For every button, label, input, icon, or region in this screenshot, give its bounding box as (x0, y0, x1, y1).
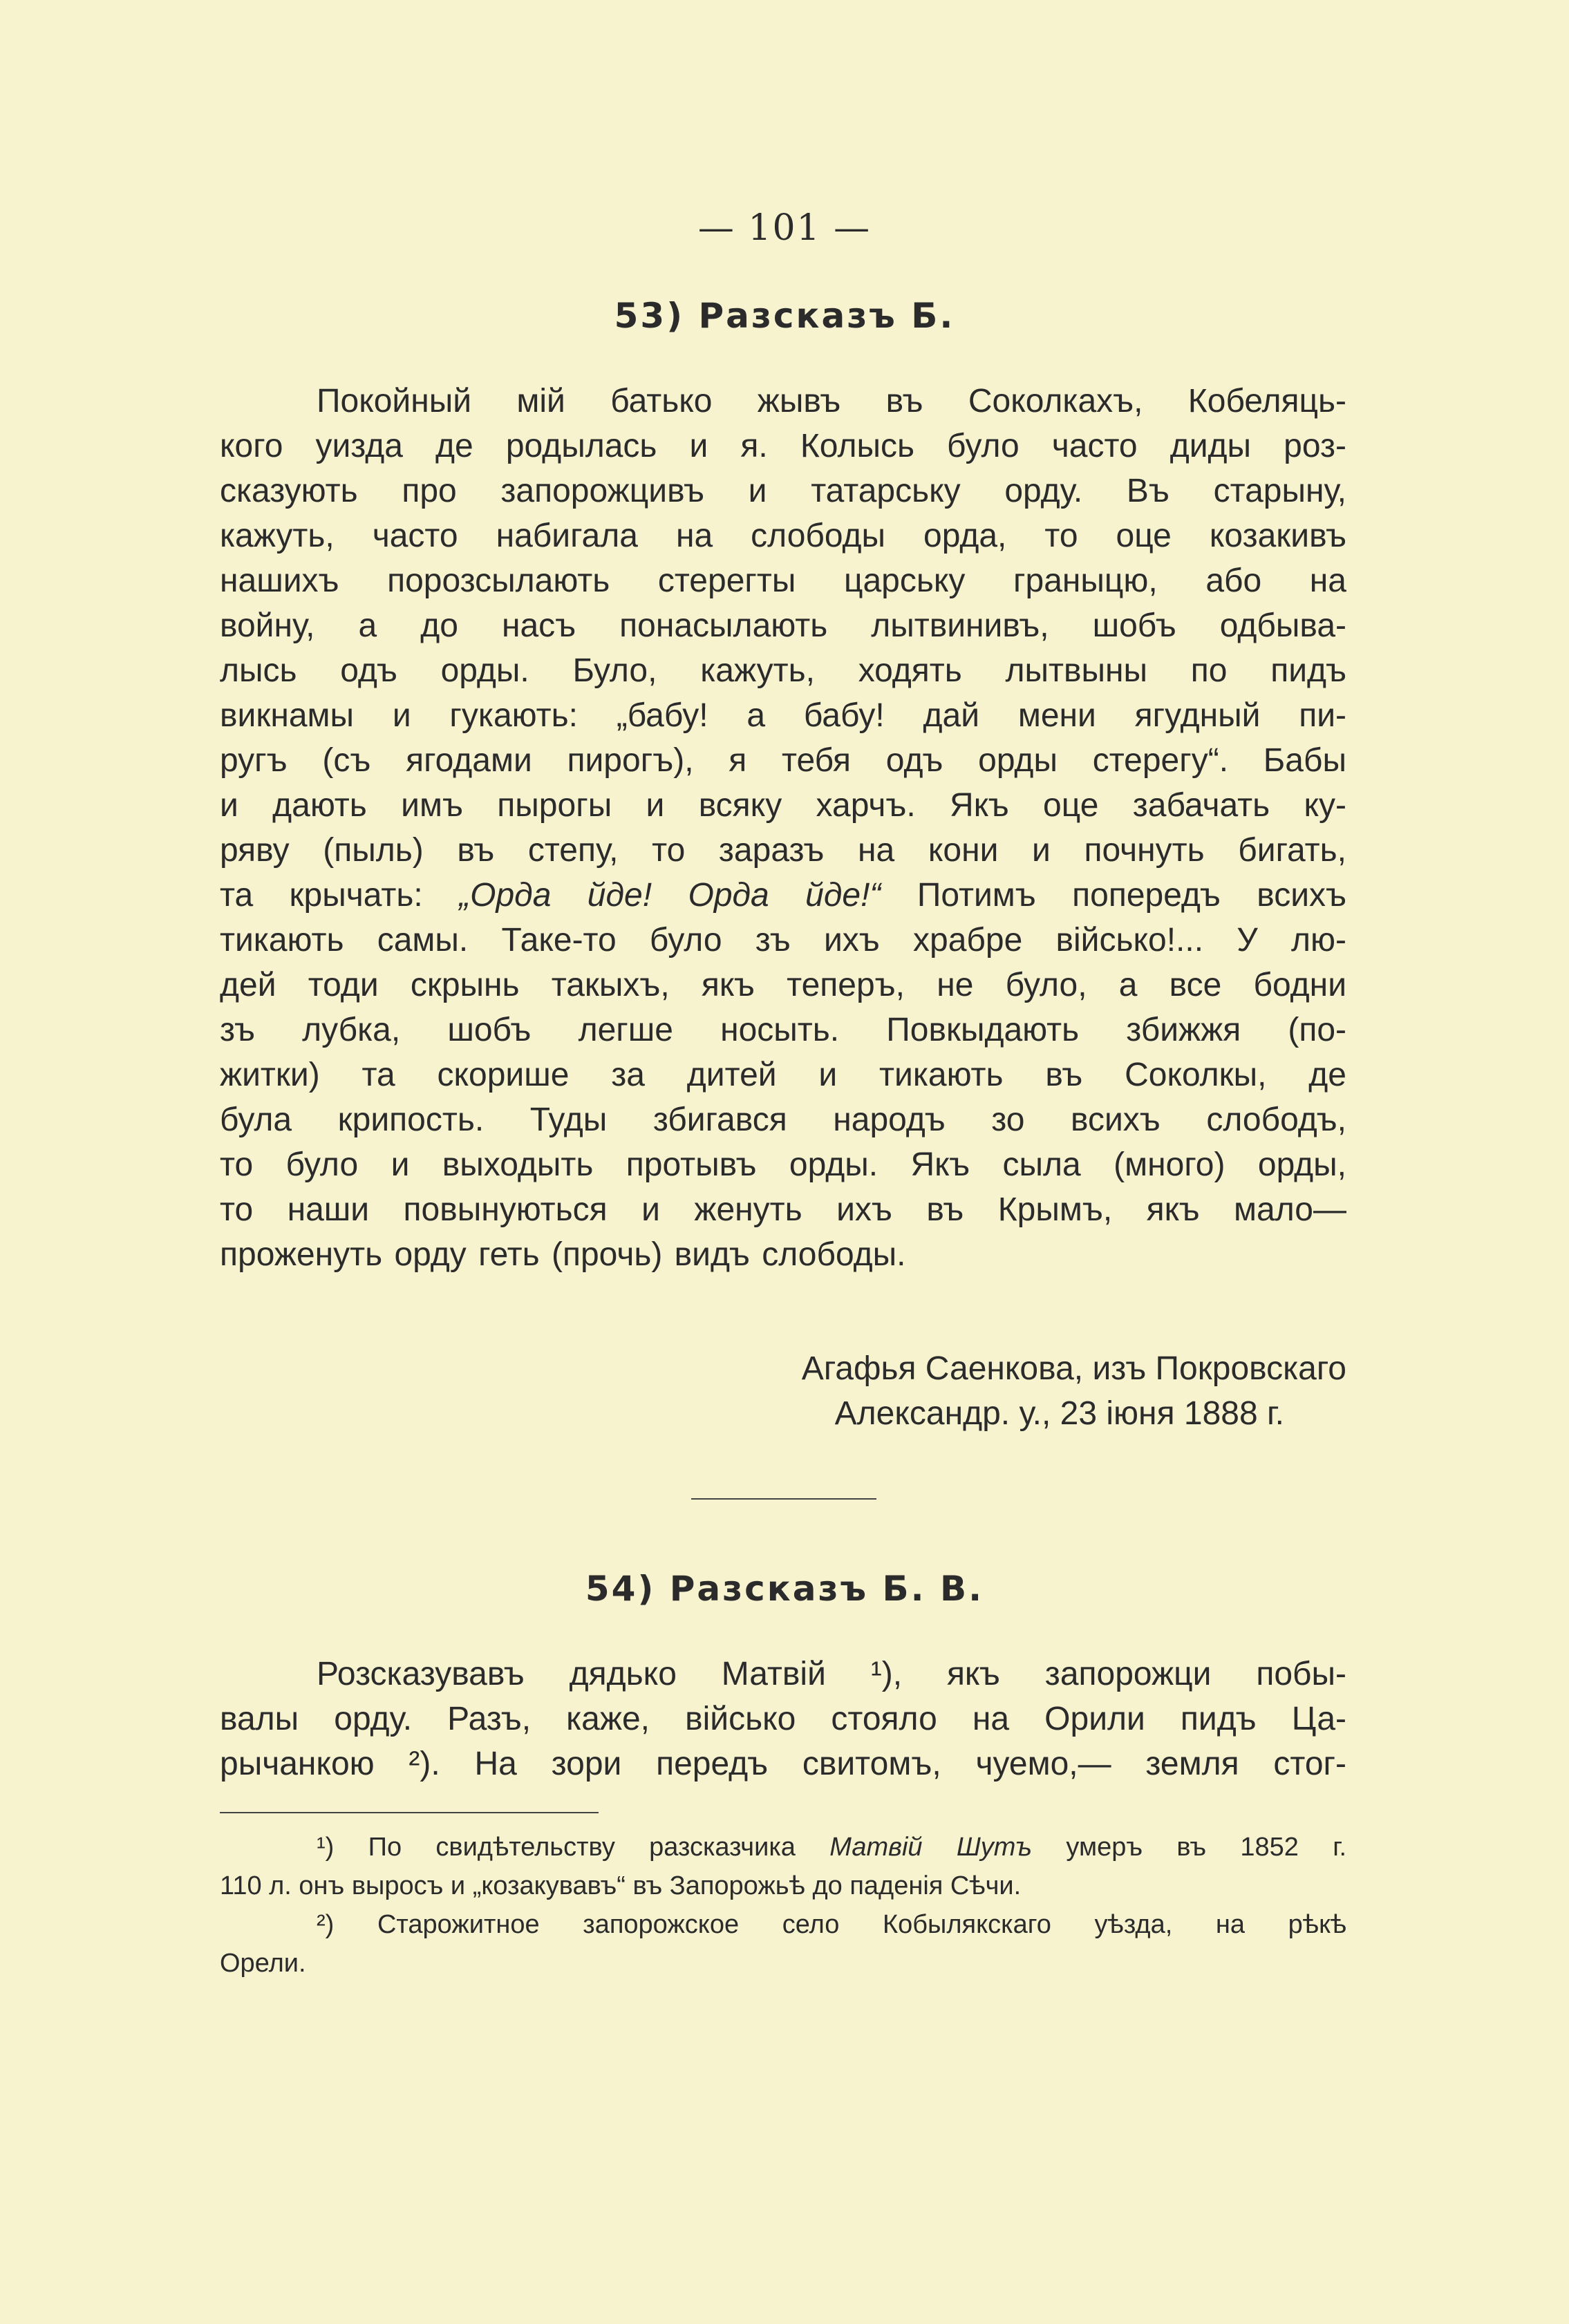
story-53-text (220, 379, 1346, 1277)
text-line: була крипость. Туды збигався народъ зо всихъ слободъ, (220, 1102, 1346, 1138)
footnote-text: умеръ въ 1852 г. (1066, 1833, 1346, 1862)
text-line: дей тоди скрынь такыхъ, якъ теперъ, не було, а все бодни (220, 967, 1346, 1003)
footnote-marker: ¹) (317, 1833, 335, 1862)
text-line: кого уизда де родылась и я. Колысь було часто диды роз- (220, 428, 1346, 464)
text-line: зъ лубка, шобъ легше носыть. Повкыдають збижжя (по- (220, 1012, 1346, 1048)
text-segment: та крычать: (220, 877, 423, 914)
text-line: Покойный мій батько жывъ въ Соколкахъ, Кобеляць- (317, 383, 1346, 419)
footnote-name: Матвій Шутъ (829, 1833, 1033, 1862)
section-heading-53: 53) Разсказъ Б. (614, 296, 955, 336)
footnote-rule (220, 1812, 599, 1813)
text-line: ругъ (съ ягодами пирогъ), я тебя одъ орды стерегу“. Бабы (220, 742, 1346, 779)
section-separator (691, 1498, 876, 1500)
text-segment: Потимъ попередъ всихъ (917, 877, 1347, 914)
text-line: валы орду. Разъ, каже, військо стояло на Орили пидъ Ца- (220, 1701, 1346, 1737)
footnotes (220, 1828, 1346, 1983)
text-line: войну, а до насъ понасылають лытвинивъ, шобъ одбыва- (220, 607, 1346, 644)
italic-exclamation: „Орда йде! Орда йде!“ (459, 877, 881, 914)
text-line: нашихъ порозсылають стерегты царську граныцю, або на (220, 563, 1346, 599)
footnote-1-line-1 (220, 1828, 1346, 1867)
text-line: сказують про запорожцивъ и татарську орду. Въ старыну, (220, 473, 1346, 509)
footnote-2-line-2: Орели. (220, 1949, 306, 1978)
text-line: кажуть, часто набигала на слободы орда, то оце козакивъ (220, 518, 1346, 554)
footnote-text: По свидѣтельству разсказчика (368, 1833, 796, 1862)
text-line: проженуть орду геть (прочь) видъ слободы. (220, 1236, 906, 1273)
text-line: ряву (пыль) въ степу, то заразъ на кони и почнуть бигать, (220, 832, 1346, 869)
signature-line-2: Александр. у., 23 іюня 1888 г. (834, 1395, 1284, 1432)
text-line: рычанкою ²). На зори передъ свитомъ, чуемо,— земля стог- (220, 1746, 1346, 1782)
text-line: лысь одъ орды. Було, кажуть, ходять лытвыны по пидъ (220, 652, 1346, 689)
text-line: житки) та скорише за дитей и тикають въ Соколкы, де (220, 1057, 1346, 1093)
text-line: то наши повынуються и женуть ихъ въ Крымъ, якъ мало— (220, 1191, 1346, 1228)
text-line: то було и выходыть протывъ орды. Якъ сыла (много) орды, (220, 1146, 1346, 1183)
footnote-2-line-1: ²) Старожитное запорожское село Кобылякскаго уѣзда, на рѣкѣ (317, 1910, 1346, 1939)
story-54-text (220, 1652, 1346, 1786)
signature-line-1: Агафья Саенкова, изъ Покровскаго (801, 1350, 1346, 1387)
footnote-1-line-2: 110 л. онъ выросъ и „козакувавъ“ въ Запорожьѣ до паденія Сѣчи. (220, 1871, 1022, 1900)
page-number: — 101 — (697, 207, 872, 249)
text-line: Розсказувавъ дядько Матвій ¹), якъ запорожци побы- (317, 1656, 1346, 1692)
text-line: викнамы и гукають: „бабу! а бабу! дай мени ягудный пи- (220, 697, 1346, 734)
text-line-mixed (220, 873, 1346, 918)
text-line: и дають имъ пырогы и всяку харчъ. Якъ оце забачать ку- (220, 787, 1346, 824)
text-line: тикають самы. Таке-то було зъ ихъ храбре військо!... У лю- (220, 922, 1346, 958)
section-heading-54: 54) Разсказъ Б. В. (585, 1569, 984, 1609)
